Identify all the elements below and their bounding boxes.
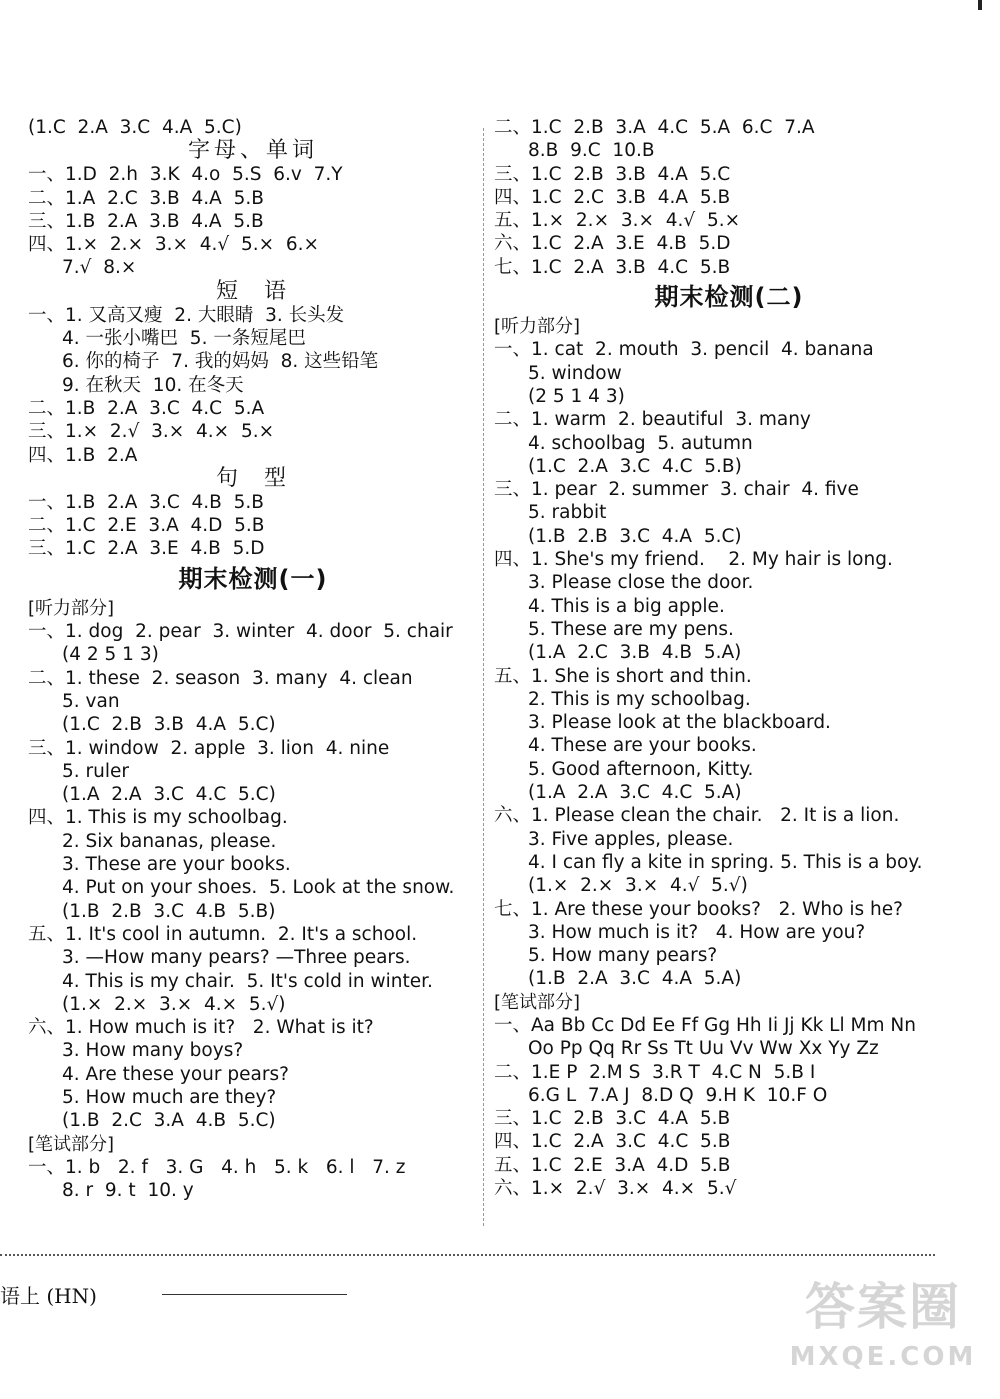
answer-line: 四、1. This is my schoolbag.: [28, 807, 288, 829]
answer-line: 5. These are my pens.: [528, 618, 734, 640]
answer-line: 七、1. Are these your books? 2. Who is he?: [494, 898, 903, 920]
left-column: [28, 116, 478, 1202]
answer-line: 一、1. b 2. f 3. G 4. h 5. k 6. l 7. z: [28, 1156, 406, 1178]
part-label: [听力部分]: [28, 597, 115, 619]
footer-label: 语上 (HN): [0, 1284, 97, 1308]
answer-line: 七、1.C 2.A 3.B 4.C 5.B: [494, 256, 731, 278]
right-column: [494, 116, 964, 1200]
answer-line: (1.A 2.A 3.C 4.C 5.C): [62, 784, 276, 806]
answer-line: 一、1. 又高又瘦 2. 大眼睛 3. 长头发: [28, 304, 345, 326]
answer-line: 二、1.C 2.B 3.A 4.C 5.A 6.C 7.A: [494, 117, 815, 138]
column-divider: [483, 128, 484, 1226]
answer-line: 二、1.E P 2.M S 3.R T 4.C N 5.B I: [494, 1061, 816, 1083]
answer-line: 六、1. How much is it? 2. What is it?: [28, 1017, 374, 1039]
answer-line: 4. 一张小嘴巴 5. 一条短尾巴: [62, 328, 306, 350]
answer-line: 五、1. She is short and thin.: [494, 665, 752, 687]
answer-line: 四、1. She's my friend. 2. My hair is long.: [494, 549, 893, 571]
answer-line: (1.× 2.× 3.× 4.√ 5.√): [528, 875, 748, 897]
answer-line: 三、1.C 2.B 3.C 4.A 5.B: [494, 1108, 731, 1130]
answer-line: 5. van: [62, 690, 120, 712]
answer-line: 二、1. these 2. season 3. many 4. clean: [28, 667, 413, 689]
answer-line: 五、1.C 2.E 3.A 4.D 5.B: [494, 1154, 731, 1176]
answer-line: 8.B 9.C 10.B: [528, 140, 655, 162]
answer-line: 3. These are your books.: [62, 854, 291, 876]
answer-line: 4. Are these your pears?: [62, 1063, 289, 1085]
answer-line: 7.√ 8.×: [62, 257, 137, 279]
part-label: [笔试部分]: [28, 1133, 115, 1155]
answer-line: 8. r 9. t 10. y: [62, 1180, 194, 1202]
answer-line: 五、1. It's cool in autumn. 2. It's a school.: [28, 923, 418, 945]
answer-line: 六、1. Please clean the chair. 2. It is a lion.: [494, 805, 900, 827]
answer-line: 三、1.C 2.A 3.E 4.B 5.D: [28, 538, 265, 560]
answer-line: 3. Please close the door.: [528, 572, 754, 594]
answer-line: Oo Pp Qq Rr Ss Tt Uu Vv Ww Xx Yy Zz: [528, 1038, 879, 1060]
part-label: [听力部分]: [494, 316, 581, 338]
answer-line: 一、1.B 2.A 3.C 4.B 5.B: [28, 491, 264, 513]
answer-line: 4. Put on your shoes. 5. Look at the snow.: [62, 877, 455, 899]
answer-line: 三、1. window 2. apple 3. lion 4. nine: [28, 737, 390, 759]
footer-rule: [0, 1254, 935, 1256]
exam-title: 期末检测(一): [178, 564, 328, 593]
answer-line: 5. How many pears?: [528, 945, 718, 967]
answer-line: 三、1.C 2.B 3.B 4.A 5.C: [494, 163, 731, 185]
answer-line: 3. How many boys?: [62, 1040, 244, 1062]
answer-line: 6. 你的椅子 7. 我的妈妈 8. 这些铅笔: [62, 351, 379, 373]
answer-line: 5. ruler: [62, 760, 129, 782]
answer-line: 3. How much is it? 4. How are you?: [528, 921, 866, 943]
answer-line: 一、1.D 2.h 3.K 4.o 5.S 6.v 7.Y: [28, 164, 343, 186]
answer-line: 三、1.B 2.A 3.B 4.A 5.B: [28, 210, 264, 232]
exam-title: 期末检测(二): [654, 283, 804, 312]
answer-line: 5. How much are they?: [62, 1086, 277, 1108]
answer-line: 5. rabbit: [528, 502, 607, 524]
section-heading: 字母、单词: [187, 138, 318, 164]
answer-line: (1.A 2.C 3.B 4.B 5.A): [528, 642, 742, 664]
answer-line: 4. schoolbag 5. autumn: [528, 432, 753, 454]
answer-line: 3. Please look at the blackboard.: [528, 712, 831, 734]
footer-line: [162, 1294, 347, 1295]
section-heading: 句 型: [216, 465, 290, 491]
answer-line: (1.C 2.A 3.C 4.C 5.B): [528, 455, 742, 477]
answer-line: 4. These are your books.: [528, 735, 757, 757]
watermark-logo: [788, 1277, 978, 1387]
section-heading: 短 语: [216, 278, 290, 304]
answer-line: (1.B 2.A 3.C 4.A 5.A): [528, 968, 742, 990]
answer-line: 一、1. cat 2. mouth 3. pencil 4. banana: [494, 339, 874, 361]
answer-line: 二、1.B 2.A 3.C 4.C 5.A: [28, 397, 265, 419]
watermark-logo-text: 答案圈: [805, 1278, 961, 1336]
answer-line: (1.C 2.A 3.C 4.A 5.C): [28, 117, 242, 138]
answer-line: 4. This is a big apple.: [528, 595, 725, 617]
answer-line: 二、1.A 2.C 3.B 4.A 5.B: [28, 187, 264, 209]
answer-line: (4 2 5 1 3): [62, 644, 159, 666]
answer-line: 2. Six bananas, please.: [62, 830, 277, 852]
answer-line: 6.G L 7.A J 8.D Q 9.H K 10.F O: [528, 1084, 828, 1106]
answer-line: (2 5 1 4 3): [528, 385, 625, 407]
answer-line: 3. Five apples, please.: [528, 828, 734, 850]
answer-line: 一、Aa Bb Cc Dd Ee Ff Gg Hh Ii Jj Kk Ll Mm Nn: [494, 1014, 916, 1036]
answer-line: 二、1. warm 2. beautiful 3. many: [494, 409, 811, 431]
answer-line: (1.B 2.B 3.C 4.B 5.B): [62, 900, 276, 922]
answer-line: 四、1.C 2.A 3.C 4.C 5.B: [494, 1131, 731, 1153]
answer-line: (1.B 2.B 3.C 4.A 5.C): [528, 525, 742, 547]
answer-line: 六、1.× 2.√ 3.× 4.× 5.√: [494, 1178, 737, 1200]
answer-line: 9. 在秋天 10. 在冬天: [62, 374, 244, 396]
answer-line: 四、1.C 2.C 3.B 4.A 5.B: [494, 186, 731, 208]
answer-line: (1.B 2.C 3.A 4.B 5.C): [62, 1110, 276, 1132]
answer-line: 三、1. pear 2. summer 3. chair 4. five: [494, 479, 859, 501]
answer-line: 4. I can fly a kite in spring. 5. This is a boy.: [528, 851, 923, 873]
answer-line: 3. —How many pears? —Three pears.: [62, 947, 411, 969]
answer-line: 4. This is my chair. 5. It's cold in winter.: [62, 970, 433, 992]
answer-line: (1.× 2.× 3.× 4.× 5.√): [62, 993, 286, 1015]
answer-line: 2. This is my schoolbag.: [528, 688, 751, 710]
answer-line: 三、1.× 2.√ 3.× 4.× 5.×: [28, 421, 275, 443]
corner-mark: [978, 0, 982, 10]
answer-line: 五、1.× 2.× 3.× 4.√ 5.×: [494, 210, 741, 232]
answer-line: 四、1.× 2.× 3.× 4.√ 5.× 6.×: [28, 234, 320, 256]
answer-line: 一、1. dog 2. pear 3. winter 4. door 5. chair: [28, 621, 453, 643]
answer-line: 六、1.C 2.A 3.E 4.B 5.D: [494, 233, 731, 255]
answer-line: (1.C 2.B 3.B 4.A 5.C): [62, 714, 276, 736]
answer-line: 四、1.B 2.A: [28, 444, 138, 466]
watermark-url: MXQE.COM: [789, 1342, 977, 1372]
answer-line: (1.A 2.A 3.C 4.C 5.A): [528, 782, 742, 804]
answer-line: 5. Good afternoon, Kitty.: [528, 758, 754, 780]
answer-line: 二、1.C 2.E 3.A 4.D 5.B: [28, 515, 265, 537]
part-label: [笔试部分]: [494, 991, 581, 1013]
answer-line: 5. window: [528, 362, 622, 384]
